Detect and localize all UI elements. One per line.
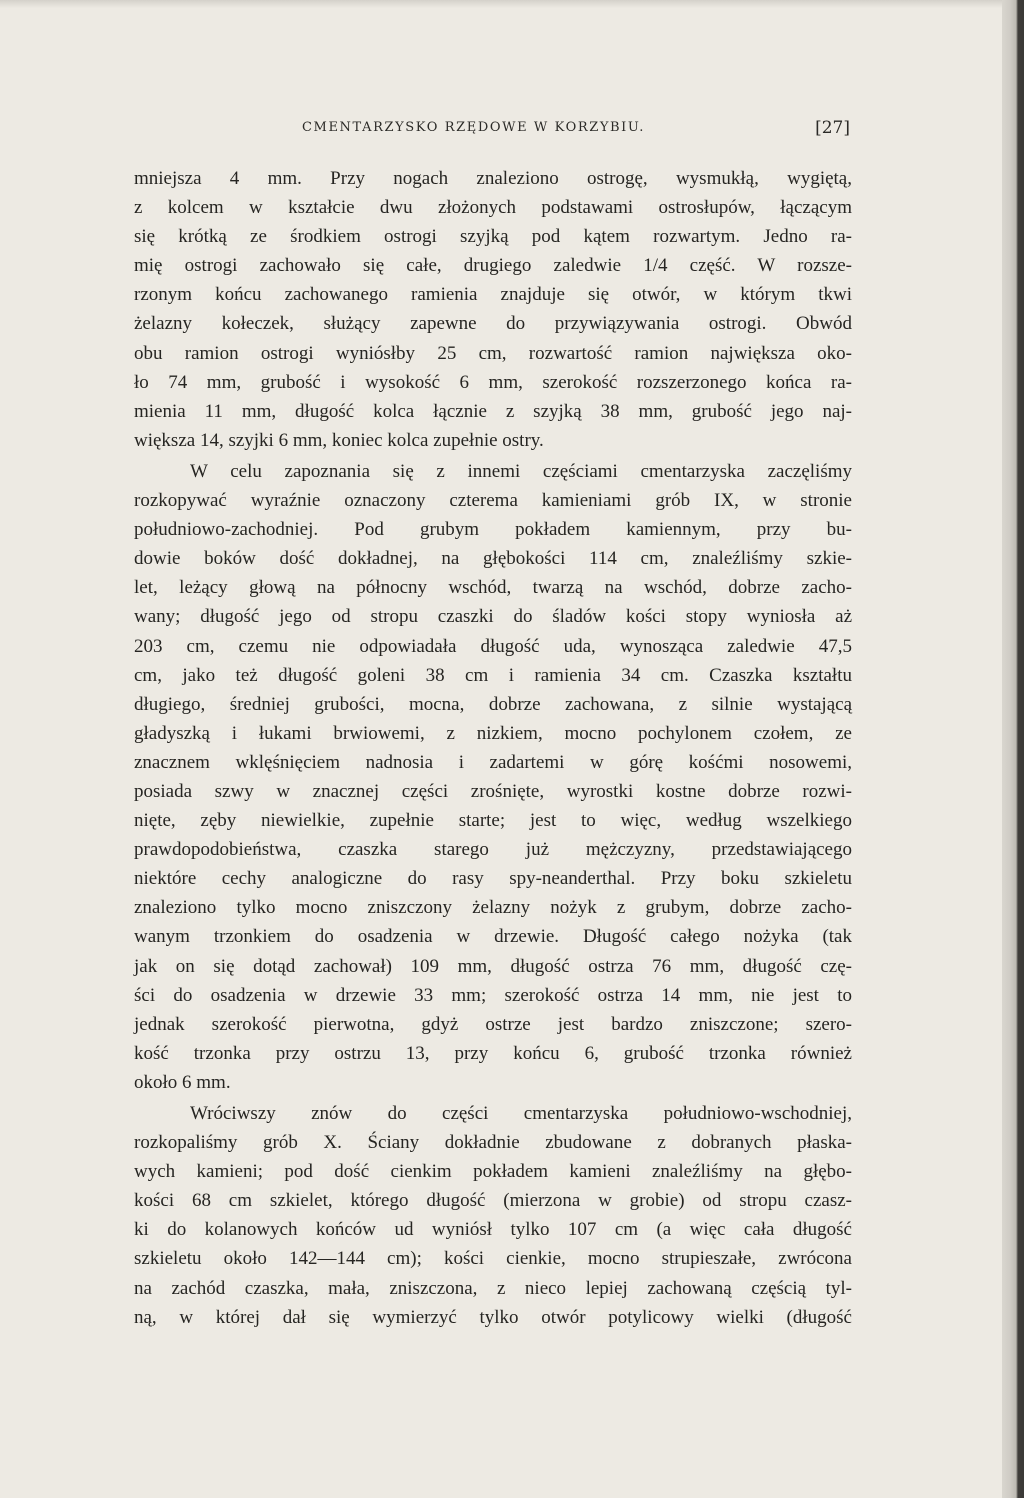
text-line: jednak szerokość pierwotna, gdyż ostrze jest bardzo zniszczone; szero- xyxy=(134,1013,852,1035)
text-line: długiego, średniej grubości, mocna, dobrze zachowana, z silnie wystającą xyxy=(134,693,852,715)
text-line: jak on się dotąd zachował) 109 mm, długość ostrza 76 mm, długość czę- xyxy=(134,955,852,977)
text-line: mię ostrogi zachowało się całe, drugiego zaledwie 1/4 część. W rozsze- xyxy=(134,255,852,277)
text-line: wany; długość jego od stropu czaszki do śladów kości stopy wyniosła aż xyxy=(134,606,852,628)
text-line: let, leżący głową na północny wschód, twarzą na wschód, dobrze zacho- xyxy=(134,577,852,599)
page-top-edge xyxy=(0,0,1002,8)
text-line: W celu zapoznania się z innemi częściami cmentarzyska zaczęliśmy xyxy=(190,460,852,482)
text-line: gładyszką i łukami brwiowemi, z nizkiem, mocno pochylonem czołem, ze xyxy=(134,722,852,744)
text-line: niektóre cechy analogiczne do rasy spy-neanderthal. Przy boku szkieletu xyxy=(134,868,852,890)
text-line: prawdopodobieństwa, czaszka starego już mężczyzny, przedstawiającego xyxy=(134,839,852,861)
text-line: rzonym końcu zachowanego ramienia znajduje się otwór, w którym tkwi xyxy=(134,284,852,306)
text-line: z kolcem w kształcie dwu złożonych podstawami ostrosłupów, łączącym xyxy=(134,197,852,219)
text-line: Wróciwszy znów do części cmentarzyska południowo-wschodniej, xyxy=(190,1103,852,1124)
text-line: kości 68 cm szkielet, którego długość (mierzona w grobie) od stropu czasz- xyxy=(134,1190,852,1212)
page-binding-edge xyxy=(1002,0,1024,1498)
text-line: mienia 11 mm, długość kolca łącznie z szyjką 38 mm, grubość jego naj- xyxy=(134,400,852,422)
page-number: [27] xyxy=(815,118,850,138)
text-line: większa 14, szyjki 6 mm, koniec kolca zupełnie ostry. xyxy=(134,429,544,451)
text-line: ną, w której dał się wymierzyć tylko otwór potylicowy wielki (długość xyxy=(134,1306,852,1328)
text-line: szkieletu około 142—144 cm); kości cienkie, mocno strupieszałe, zwrócona xyxy=(134,1248,852,1270)
text-line: rozkopaliśmy grób X. Ściany dokładnie zbudowane z dobranych płaska- xyxy=(134,1132,852,1154)
page-header xyxy=(134,118,850,144)
text-line: cm, jako też długość goleni 38 cm i ramienia 34 cm. Czaszka kształtu xyxy=(134,664,852,686)
text-line: znacznem wklęśnięciem nadnosia i zadartemi w górę kośćmi nosowemi, xyxy=(134,751,852,773)
text-line: ści do osadzenia w drzewie 33 mm; szerokość ostrza 14 mm, nie jest to xyxy=(134,984,852,1006)
text-line: mniejsza 4 mm. Przy nogach znaleziono ostrogę, wysmukłą, wygiętą, xyxy=(134,168,852,189)
text-line: ło 74 mm, grubość i wysokość 6 mm, szerokość rozszerzonego końca ra- xyxy=(134,371,852,393)
running-title: CMENTARZYSKO RZĘDOWE W KORZYBIU. xyxy=(302,120,646,135)
text-line: znaleziono tylko mocno zniszczony żelazny nożyk z grubym, dobrze zacho- xyxy=(134,897,852,919)
text-line: około 6 mm. xyxy=(134,1071,231,1093)
text-line: posiada szwy w znacznej części zrośnięte, wyrostki kostne dobrze rozwi- xyxy=(134,780,852,802)
body-text xyxy=(134,164,852,1332)
text-line: dowie boków dość dokładnej, na głębokości 114 cm, znaleźliśmy szkie- xyxy=(134,548,852,570)
text-line: się krótką ze środkiem ostrogi szyjką pod kątem rozwartym. Jedno ra- xyxy=(134,226,852,248)
paragraph-2 xyxy=(134,457,852,1097)
text-line: ki do kolanowych końców ud wyniósł tylko 107 cm (a więc cała długość xyxy=(134,1219,852,1241)
text-line: południowo-zachodniej. Pod grubym pokładem kamiennym, przy bu- xyxy=(134,519,852,541)
text-line: obu ramion ostrogi wyniósłby 25 cm, rozwartość ramion największa oko- xyxy=(134,342,852,364)
text-line: wych kamieni; pod dość cienkim pokładem kamieni znaleźliśmy na głębo- xyxy=(134,1161,852,1183)
paragraph-3 xyxy=(134,1099,852,1332)
text-line: 203 cm, czemu nie odpowiadała długość uda, wynosząca zaledwie 47,5 xyxy=(134,635,852,657)
text-line: kość trzonka przy ostrzu 13, przy końcu 6, grubość trzonka również xyxy=(134,1042,852,1064)
paragraph-1 xyxy=(134,164,852,455)
text-line: wanym trzonkiem do osadzenia w drzewie. Długość całego nożyka (tak xyxy=(134,926,852,948)
text-line: rozkopywać wyraźnie oznaczony czterema kamieniami grób IX, w stronie xyxy=(134,490,852,512)
text-line: żelazny kołeczek, służący zapewne do przywiązywania ostrogi. Obwód xyxy=(134,313,852,335)
text-line: nięte, zęby niewielkie, zupełnie starte; jest to więc, według wszelkiego xyxy=(134,810,852,832)
text-line: na zachód czaszka, mała, zniszczona, z nieco lepiej zachowaną częścią tyl- xyxy=(134,1277,852,1299)
